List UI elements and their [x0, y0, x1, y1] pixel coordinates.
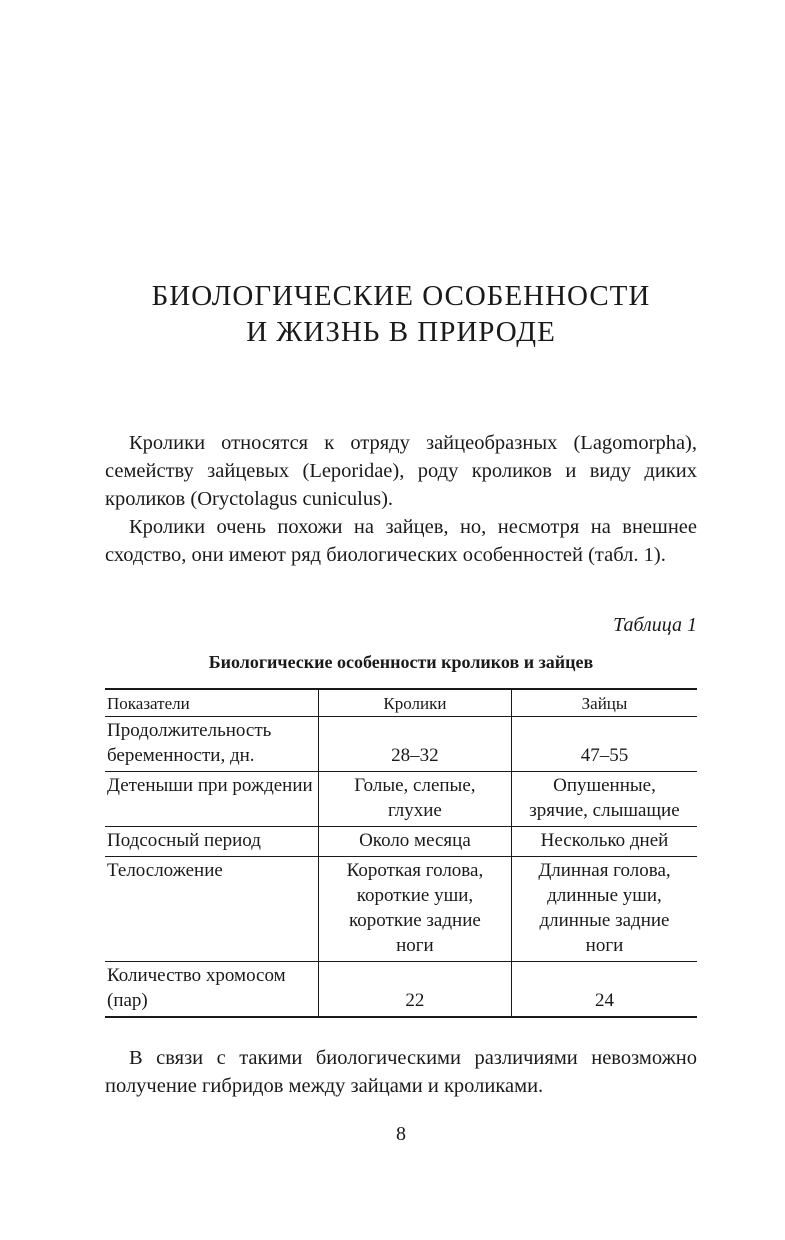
row-label: Количество хромосом (пар): [107, 965, 286, 1011]
hare-value: Несколько дней: [540, 830, 669, 851]
page-number: 8: [396, 1123, 406, 1145]
outro-text: [105, 1044, 697, 1100]
row-label: Телосложение: [107, 860, 223, 881]
outro-paragraph-1: В связи с такими биологическими различиями невозможно получение гибридов между зайцами и кроликами.: [105, 1047, 697, 1097]
intro-text: [105, 429, 697, 569]
intro-paragraph-2: Кролики очень похожи на зайцев, но, несмотря на внешнее сходство, они имеют ряд биологических особенностей (табл. 1).: [105, 516, 697, 566]
chapter-heading-line-2: И ЖИЗНЬ В ПРИРОДЕ: [246, 316, 556, 348]
table-row: [105, 857, 697, 962]
chapter-heading: [105, 278, 697, 350]
header-indicators: Показатели: [105, 689, 318, 717]
rabbit-value: Голые, слепые, глухие: [354, 775, 476, 821]
hare-value: 47–55: [580, 745, 629, 766]
rabbit-value: Короткая голова, короткие уши, короткие задние ноги: [346, 860, 484, 956]
hare-value: Длинная голова, длинные уши, длинные задние ноги: [538, 860, 671, 956]
header-hares: Зайцы: [511, 689, 697, 717]
row-label: Продолжительность беременности, дн.: [107, 720, 272, 766]
table-row: [105, 962, 697, 1018]
table-row: [105, 717, 697, 772]
table-row: [105, 827, 697, 857]
table-title: Биологические особенности кроликов и зайцев: [208, 652, 594, 672]
table-caption: Таблица 1: [613, 614, 697, 636]
book-page: [105, 0, 697, 1240]
header-rabbits: Кролики: [318, 689, 511, 717]
table-row: [105, 772, 697, 827]
table-header-row: [105, 689, 697, 717]
hare-value: Опушенные, зрячие, слышащие: [529, 775, 680, 821]
comparison-table: [105, 688, 697, 1018]
intro-paragraph-1: Кролики относятся к отряду зайцеобразных (Lagomorpha), семейству зайцевых (Leporidae), роду кроликов и виду диких кроликов (Oryctolagus cuniculus).: [105, 432, 697, 510]
row-label: Детеныши при рождении: [107, 775, 313, 796]
rabbit-value: 22: [405, 990, 425, 1011]
rabbit-value: 28–32: [391, 745, 439, 766]
hare-value: 24: [594, 990, 614, 1011]
chapter-heading-line-1: БИОЛОГИЧЕСКИЕ ОСОБЕННОСТИ: [151, 280, 651, 312]
row-label: Подсосный период: [107, 830, 261, 851]
rabbit-value: Около месяца: [359, 830, 471, 851]
